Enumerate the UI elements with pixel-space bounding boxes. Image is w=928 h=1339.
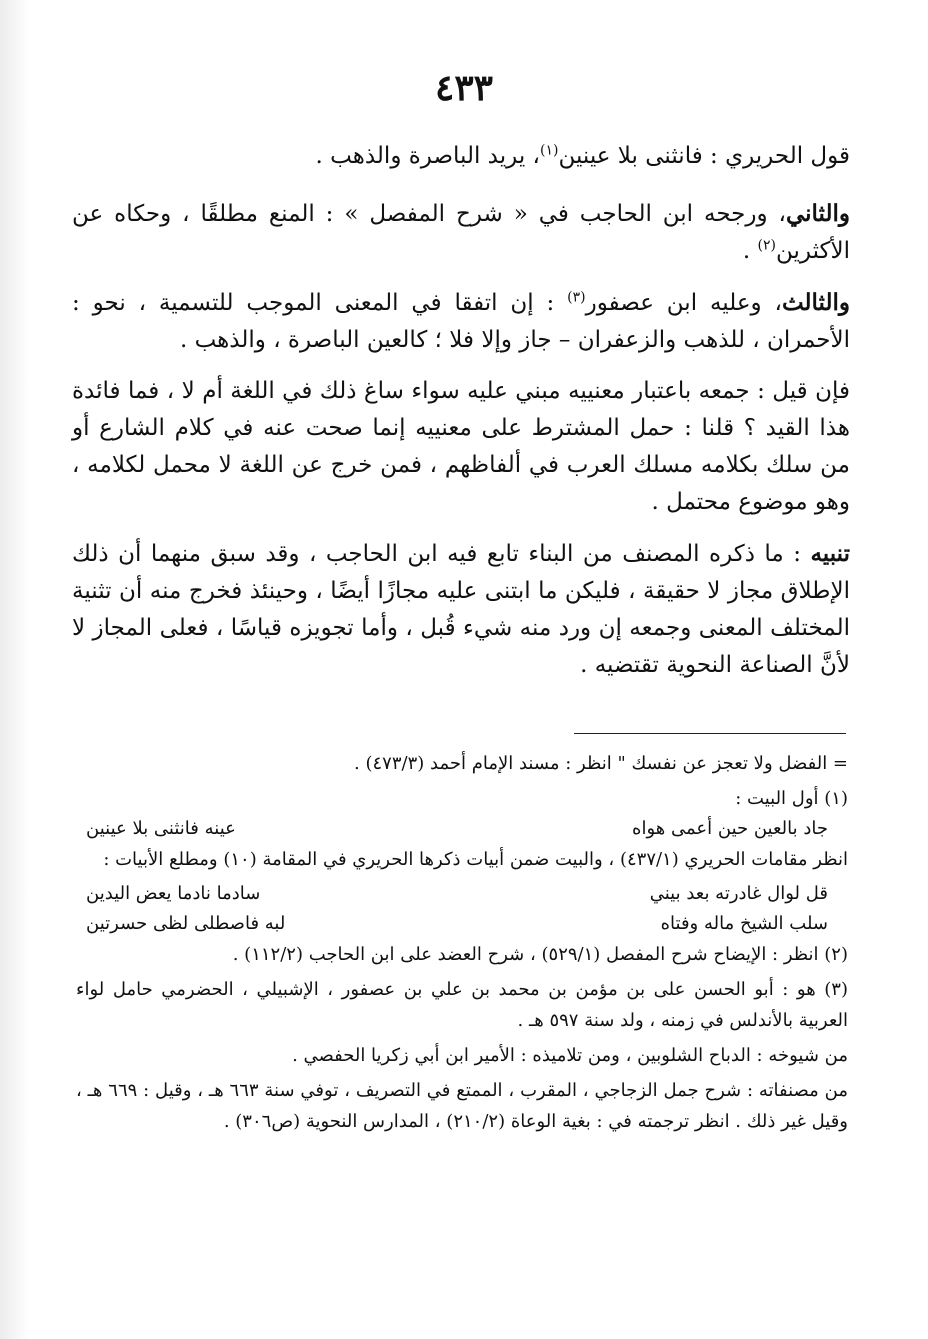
footnote-1-title: (١) أول البيت : [735, 788, 848, 809]
paragraph-1 [72, 138, 850, 175]
footnote-3-teachers: من شيوخه : الدباح الشلوبين ، ومن تلاميذه : الأمير ابن أبي زكريا الحفصي . [292, 1045, 848, 1066]
paragraph-3 [72, 284, 850, 359]
footnote-3-works: من مصنفاته : شرح جمل الزجاجي ، المقرب ، الممتع في التصريف ، توفي سنة ٦٦٣ هـ ، وقيل : ٦٦٩ هـ ، وقيل غير ذلك . انظر ترجمته في : بغية الوعاة (٢١٠/٢) ، المدارس النحوية (ص٣٠٦) . [76, 1080, 848, 1132]
footnote-1-verse-1 [76, 814, 848, 844]
footnote-3: (٣) هو : أبو الحسن على بن مؤمن بن محمد بن علي بن عصفور ، الإشبيلي ، الحضرمي حامل لواء العربية بالأندلس في زمنه ، ولد سنة ٥٩٧ هـ . [76, 979, 848, 1031]
paragraph-5-text: : ما ذكره المصنف من البناء تابع فيه ابن الحاجب ، وقد سبق منهما أن ذلك الإطلاق مجاز لا حقيقة ، فليكن ما ابتنى عليه مجازًا أيضًا ، وحينئذ فخرج منه أن تثنية المختلف المعنى وجمعه إن ورد منه شيء قُبل ، وأما تجويزه قياسًا ، فعلى المجاز لا لأنَّ الصناعة النحوية تقتضيه . [72, 541, 850, 678]
footnote-1-verse-2 [76, 879, 848, 909]
paragraph-2 [72, 195, 850, 270]
paragraph-2-end: . [742, 238, 758, 264]
paragraph-3-rest: : إن اتفقا في المعنى الموجب للتسمية ، نحو : الأحمران ، للذهب والزعفران – جاز وإلا فلا ؛ كالعين الباصرة ، والذهب . [72, 290, 850, 353]
verse-2-first-hemistich: قل لوال غادرته بعد بيني [649, 883, 828, 904]
footnote-1-verse-3 [76, 909, 848, 939]
footnote-divider [574, 733, 846, 734]
paragraph-2-lead: والثاني [785, 200, 850, 227]
verse-1-second-hemistich: عينه فانثنى بلا عينين [86, 818, 236, 839]
main-text [72, 138, 850, 698]
footnotes [76, 748, 848, 1141]
footnote-1-text: انظر مقامات الحريري (٤٣٧/١) ، والبيت ضمن أبيات ذكرها الحريري في المقامة (١٠) ومطلع الأبيات : [103, 849, 848, 870]
footnote-ref-1[interactable]: (١) [539, 142, 559, 159]
page-number: ٤٣٣ [434, 67, 493, 109]
verse-3-first-hemistich: سلب الشيخ ماله وفتاه [660, 913, 828, 934]
footnote-continuation: = الفضل ولا تعجز عن نفسك " انظر : مسند الإمام أحمد (٤٧٣/٣) . [354, 753, 848, 774]
verse-1-first-hemistich: جاد بالعين حين أعمى هواه [632, 818, 828, 839]
paragraph-2-text: ، ورجحه ابن الحاجب في « شرح المفصل » : المنع مطلقًا ، وحكاه عن الأكثرين [72, 201, 850, 264]
paragraph-1-text: قول الحريري : فانثنى بلا عينين [558, 143, 850, 169]
paragraph-5-lead: تنبيه [810, 540, 850, 567]
verse-2-second-hemistich: سادما نادما يعض اليدين [86, 883, 261, 904]
verse-3-second-hemistich: لبه فاصطلى لظى حسرتين [86, 913, 286, 934]
footnote-ref-3[interactable]: (٣) [567, 289, 586, 306]
paragraph-1-rest: ، يريد الباصرة والذهب . [315, 143, 540, 169]
paragraph-3-lead: والثالث [781, 289, 850, 316]
footnote-2: (٢) انظر : الإيضاح شرح المفصل (٥٢٩/١) ، شرح العضد على ابن الحاجب (١١٢/٢) . [232, 944, 848, 965]
paragraph-5 [72, 535, 850, 684]
page-gutter-shadow [0, 0, 30, 1339]
paragraph-4: فإن قيل : جمعه باعتبار معنييه مبني عليه سواء ساغ ذلك في اللغة أم لا ، فما فائدة هذا القيد ؟ قلنا : حمل المشترط على معنييه إنما صحت عنه في كلام الشارع أو من سلك بكلامه مسلك العرب في ألفاظهم ، فمن خرج عن اللغة لا محمل لكلامه ، وهو موضوع محتمل . [72, 378, 850, 515]
paragraph-3-text: ، وعليه ابن عصفور [585, 290, 782, 316]
footnote-ref-2[interactable]: (٢) [757, 237, 776, 254]
